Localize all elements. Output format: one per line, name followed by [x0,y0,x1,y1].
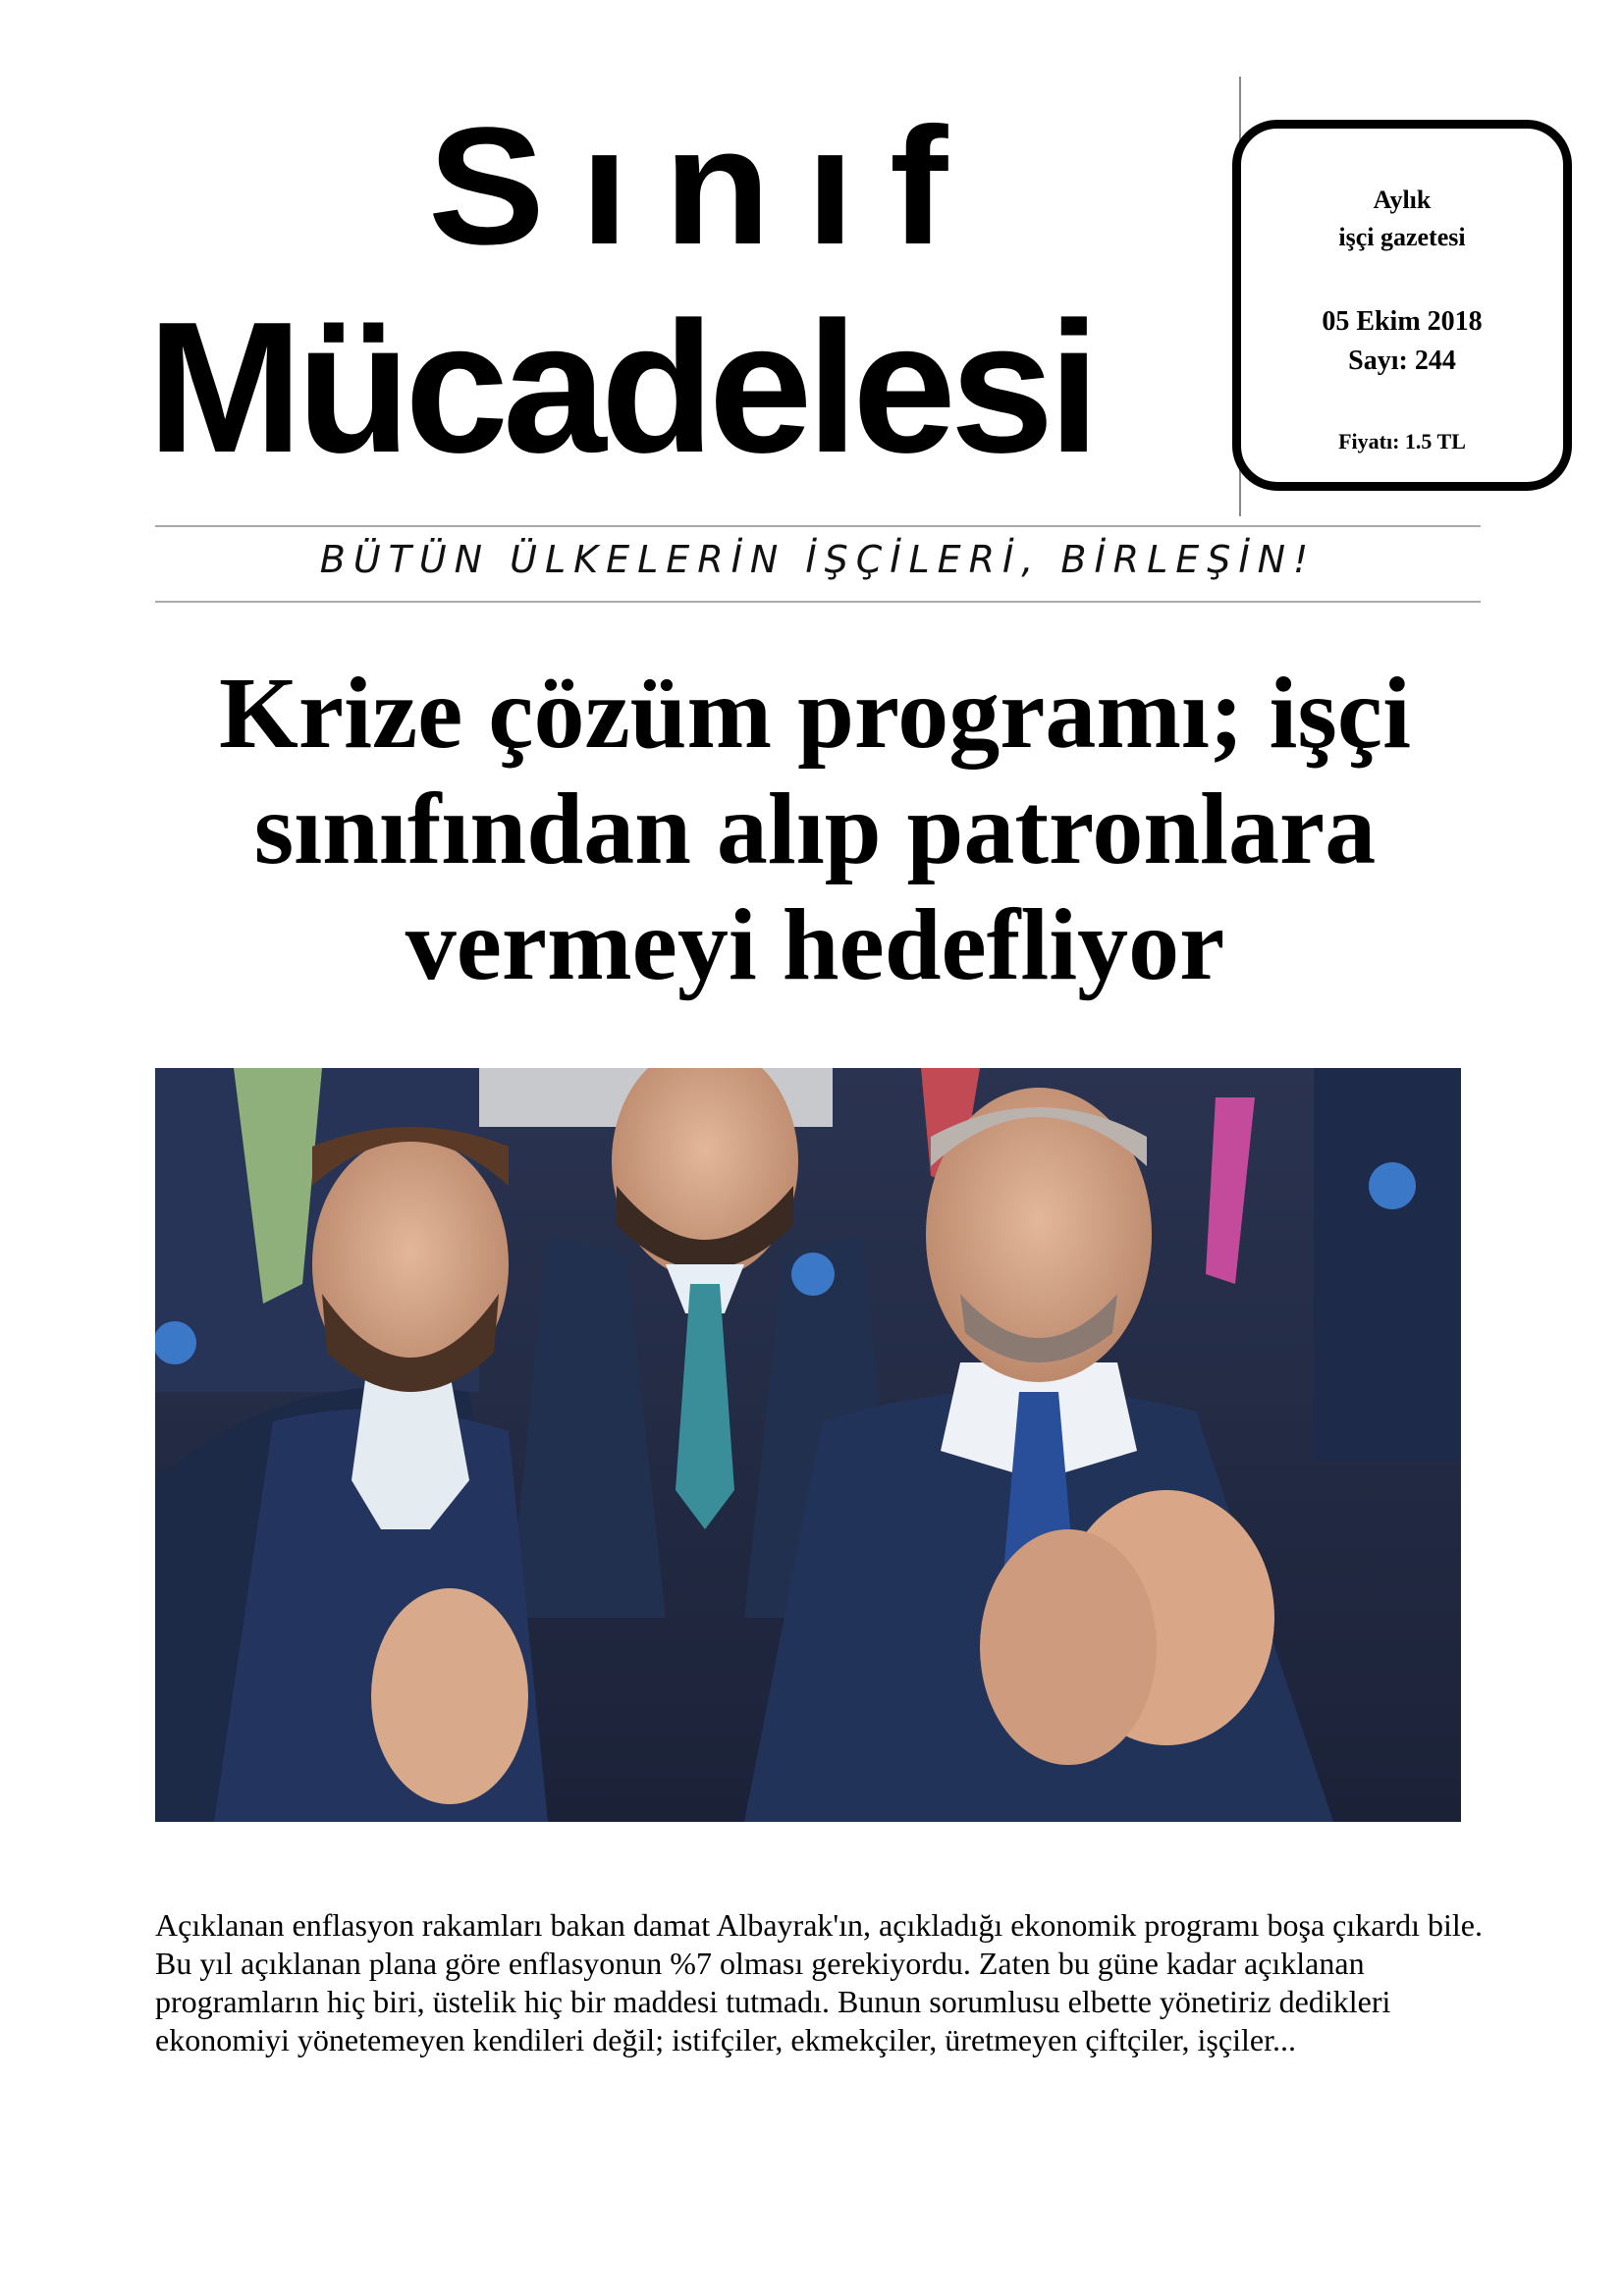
paper-type: işçi gazetesi [1338,223,1466,251]
cover-photo [155,1068,1461,1822]
masthead-title-line1: Sınıf [427,93,984,280]
headline [118,656,1512,1003]
headline-line3: vermeyi hedefliyor [405,888,1225,1001]
slogan-bottom-rule [155,601,1481,603]
article-body: Açıklanan enflasyon rakamları bakan damat Albayrak'ın, açıkladığı ekonomik programı boşa çıkardı bile. Bu yıl açıklanan plana göre enflasyonun %7 olması gerekiyordu. Zaten bu güne kadar açıklanan programların hiç biri, üstelik hiç bir maddesi tutmadı. Bunun sorumlusu elbette yönetiriz dedikleri ekonomiyi yönetemeyen kendileri değil; istifçiler, ekmekçiler, üretmeyen çiftçiler, işçiler... [155,1907,1483,2057]
issue-frequency: Aylık [1373,186,1432,214]
slogan-top-rule [155,525,1481,527]
masthead-title-line2: Mücadelesi [147,284,1095,492]
headline-line1: Krize çözüm programı; işçi [219,657,1411,770]
issue-price: Fiyatı: 1.5 TL [1338,429,1466,454]
issue-number: Sayı: 244 [1348,346,1456,376]
issue-info-box [1232,120,1572,491]
issue-date: 05 Ekim 2018 [1322,306,1483,337]
slogan: BÜTÜN ÜLKELERİN İŞÇİLERİ, BİRLEŞİN! [319,538,1317,581]
masthead-logo [118,93,1237,520]
headline-line2: sınıfından alıp patronlara [253,773,1377,885]
